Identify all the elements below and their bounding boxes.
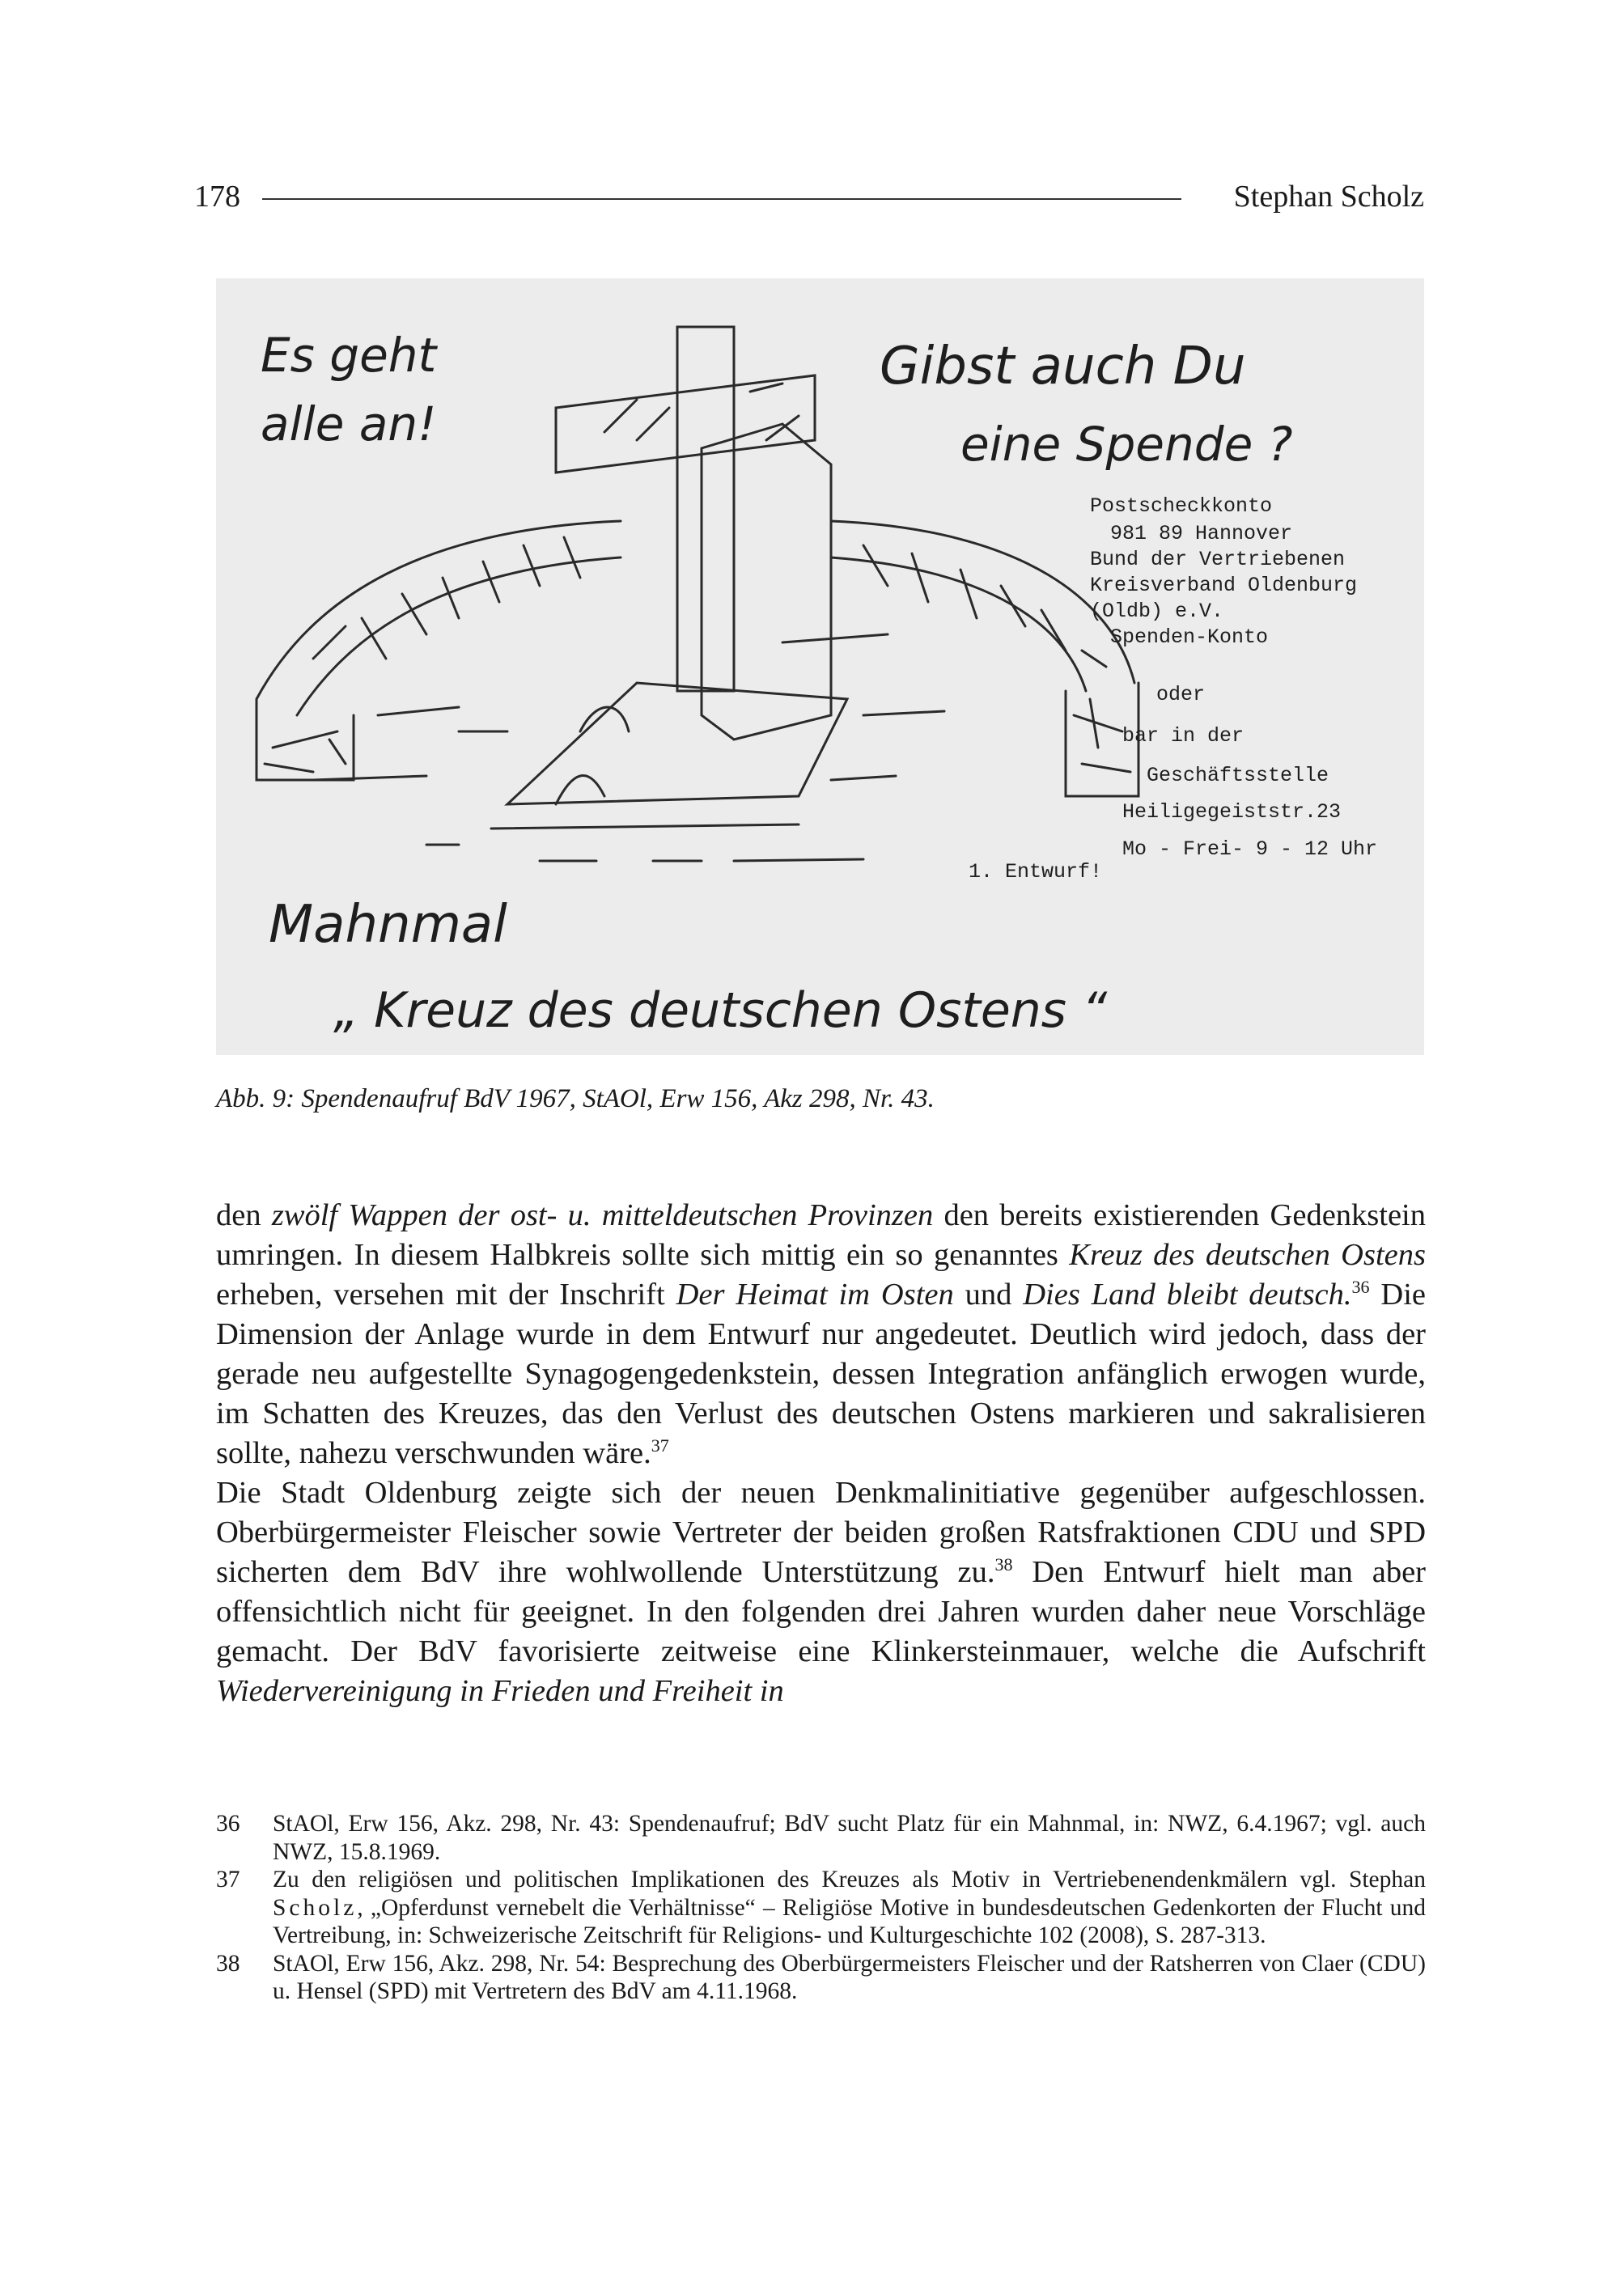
handwriting-top-left-1: Es geht bbox=[261, 328, 437, 383]
header-rule bbox=[262, 198, 1181, 200]
typed-line-2: 981 89 Hannover bbox=[1110, 522, 1293, 545]
memorial-sketch bbox=[216, 278, 1424, 1055]
right-arch-outer bbox=[831, 521, 1134, 683]
running-head: Stephan Scholz bbox=[1233, 180, 1424, 214]
typed-line-9: Geschäftsstelle bbox=[1147, 764, 1329, 787]
typed-line-11: Mo - Frei- 9 - 12 Uhr bbox=[1122, 837, 1378, 861]
footnote-38: 38 StAOl, Erw 156, Akz. 298, Nr. 54: Besprechung des Oberbürgermeisters Fleischer und der Ratsherren von Claer (CDU) u. Hensel (SPD) mit Vertretern des BdV am 4.11.1968. bbox=[216, 1950, 1426, 2004]
page-number: 178 bbox=[194, 180, 240, 214]
handwriting-top-right-1: Gibst auch Du bbox=[880, 337, 1246, 396]
typed-line-3: Bund der Vertriebenen bbox=[1090, 548, 1346, 571]
typed-line-7: oder bbox=[1156, 683, 1206, 706]
typed-draft-label: 1. Entwurf! bbox=[969, 860, 1103, 884]
typed-line-5: (Oldb) e.V. bbox=[1090, 600, 1224, 623]
footnote-36: 36 StAOl, Erw 156, Akz. 298, Nr. 43: Spendenaufruf; BdV sucht Platz für ein Mahnmal, in: NWZ, 6.4.1967; vgl. auch NWZ, 15.8.1969. bbox=[216, 1811, 1426, 1865]
footnote-37: 37 Zu den religiösen und politischen Implikationen des Kreuzes als Motiv in Vertriebenendenkmälern vgl. Stephan Scholz, „Opferdunst vernebelt die Verhältnisse“ – Religiöse Motive in bundesdeutschen Gedenkorten der Flucht und Vertreibung, in: Schweizerische Zeitschrift für Religions- und Kulturgeschichte 102 (2008), S. 287-313. bbox=[216, 1867, 1426, 1948]
typed-line-10: Heiligegeiststr.23 bbox=[1122, 800, 1342, 824]
cross-vertical bbox=[677, 327, 734, 691]
footnote-ref-37[interactable]: 37 bbox=[651, 1435, 669, 1456]
body-text bbox=[216, 1196, 1426, 1711]
footnote-ref-38[interactable]: 38 bbox=[994, 1554, 1013, 1575]
paragraph-2: Die Stadt Oldenburg zeigte sich der neuen Denkmalinitiative gegenüber aufgeschlossen. Oberbürgermeister Fleischer sowie Vertreter der beiden großen Ratsfraktionen CDU und SPD sicherten dem BdV ihre wohlwollende Unterstützung zu.$^{38}$ Den Entwurf hielt man aber offensichtlich nicht für geeignet. In den folgenden drei Jahren wurden daher neue Vorschläge gemacht. Der BdV favorisierte zeitweise eine Klinkersteinmauer, welche die Aufschrift Wiedervereinigung in Frieden und Freiheit in bbox=[216, 1476, 1426, 1708]
paragraph-1: den zwölf Wappen der ost- u. mitteldeutschen Provinzen den bereits existierenden Gedenkstein umringen. In diesem Halbkreis sollte sich mittig ein so genanntes Kreuz des deutschen Ostens erheben, versehen mit der Inschrift Der Heimat im Osten und Dies Land bleibt deutsch.$^{36}$ Die Dimension der Anlage wurde in dem Entwurf nur angedeutet. Deutlich wird jedoch, dass der gerade neu aufgestellte Synagogengedenkstein, dessen Integration anfänglich erwogen wurde, im Schatten des Kreuzes, das den Verlust des deutschen Ostens markieren und sakralisieren sollte, nahezu verschwunden wäre.$^{37}$ bbox=[216, 1198, 1426, 1470]
typed-line-1: Postscheckkonto bbox=[1090, 494, 1273, 518]
handwriting-bottom-2: „ Kreuz des deutschen Ostens “ bbox=[333, 982, 1108, 1039]
right-arch-inner bbox=[831, 557, 1086, 691]
typed-line-4: Kreisverband Oldenburg bbox=[1090, 574, 1358, 597]
footnote-ref-36[interactable]: 36 bbox=[1351, 1277, 1370, 1297]
base-platform bbox=[507, 683, 847, 804]
cross-beam bbox=[556, 375, 815, 473]
handwriting-top-right-2: eine Spende ? bbox=[960, 417, 1293, 472]
left-arch-inner bbox=[297, 557, 621, 715]
footnotes bbox=[216, 1810, 1426, 2006]
handwriting-bottom-1: Mahnmal bbox=[269, 895, 507, 955]
left-arch-outer bbox=[257, 521, 621, 699]
typed-line-6: Spenden-Konto bbox=[1110, 625, 1269, 649]
handwriting-top-left-2: alle an! bbox=[261, 396, 437, 451]
typed-line-8: bar in der bbox=[1122, 724, 1245, 748]
figure-donation-appeal bbox=[216, 278, 1424, 1055]
page-header bbox=[194, 176, 1424, 217]
figure-caption: Abb. 9: Spendenaufruf BdV 1967, StAOl, Erw 156, Akz 298, Nr. 43. bbox=[216, 1084, 935, 1113]
